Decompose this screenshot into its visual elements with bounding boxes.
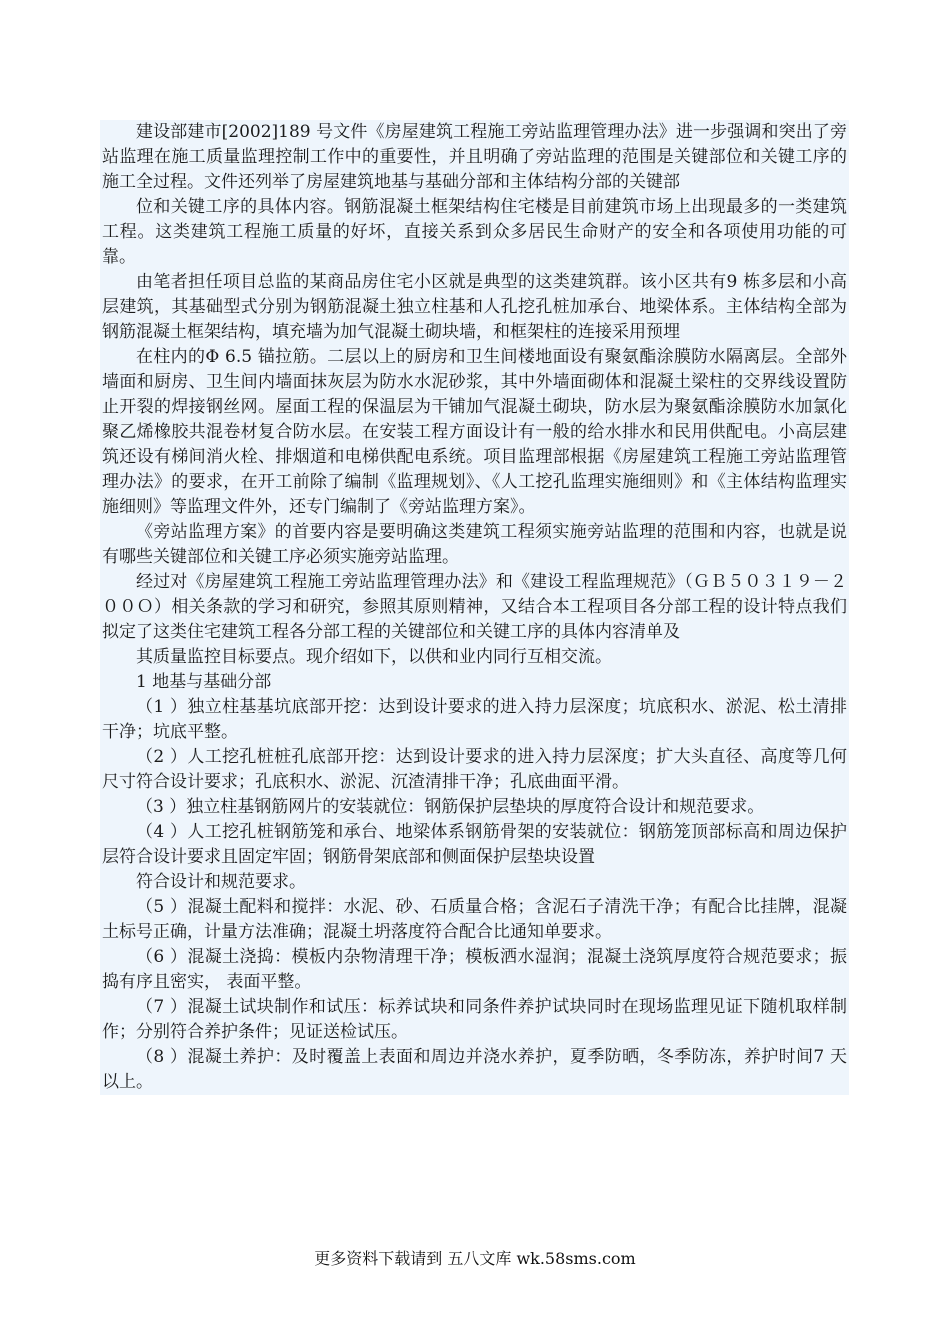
section-heading: 1 地基与基础分部: [136, 672, 272, 692]
list-item: （7 ）混凝土试块制作和试压：标养试块和同条件养护试块同时在现场监理见证下随机取样制作；分别符合养护条件；见证送检试压。: [102, 997, 847, 1042]
paragraph: 由笔者担任项目总监的某商品房住宅小区就是典型的这类建筑群。该小区共有9 栋多层和小高层建筑，其基础型式分别为钢筋混凝土独立柱基和人孔挖孔桩加承台、地梁体系。主体结构全部为钢筋混凝土框架结构，填充墙为加气混凝土砌块墙，和框架柱的连接采用预埋: [102, 272, 847, 342]
paragraph: 建设部建市[2002]189 号文件《房屋建筑工程施工旁站监理管理办法》进一步强调和突出了旁站监理在施工质量监理控制工作中的重要性，并且明确了旁站监理的范围是关键部位和关键工序的施工全过程。文件还列举了房屋建筑地基与基础分部和主体结构分部的关键部: [102, 122, 847, 192]
list-item: （3 ）独立柱基钢筋网片的安装就位：钢筋保护层垫块的厚度符合设计和规范要求。: [136, 797, 765, 817]
list-item: （4 ）人工挖孔桩钢筋笼和承台、地梁体系钢筋骨架的安装就位：钢筋笼顶部标高和周边保护层符合设计要求且固定牢固；钢筋骨架底部和侧面保护层垫块设置: [102, 822, 847, 867]
paragraph: 经过对《房屋建筑工程施工旁站监理管理办法》和《建设工程监理规范》（ＧＢ５０３１９－２００Ｏ）相关条款的学习和研究，参照其原则精神，又结合本工程项目各分部工程的设计特点我们拟定了这类住宅建筑工程各分部工程的关键部位和关键工序的具体内容清单及: [102, 572, 847, 642]
paragraph: 在柱内的Φ 6.5 锚拉筋。二层以上的厨房和卫生间楼地面设有聚氨酯涂膜防水隔离层。全部外墙面和厨房、卫生间内墙面抹灰层为防水水泥砂浆，其中外墙面砌体和混凝土梁柱的交界线设置防止开裂的焊接钢丝网。屋面工程的保温层为干铺加气混凝土砌块，防水层为聚氨酯涂膜防水加氯化聚乙烯橡胶共混卷材复合防水层。在安装工程方面设计有一般的给水排水和民用供配电。小高层建筑还设有梯间消火栓、排烟道和电梯供配电系统。项目监理部根据《房屋建筑工程施工旁站监理管理办法》的要求，在开工前除了编制《监理规划》、《人工挖孔监理实施细则》和《主体结构监理实施细则》等监理文件外，还专门编制了《旁站监理方案》。: [102, 347, 847, 517]
paragraph: 位和关键工序的具体内容。钢筋混凝土框架结构住宅楼是目前建筑市场上出现最多的一类建筑工程。这类建筑工程施工质量的好坏，直接关系到众多居民生命财产的安全和各项使用功能的可靠。: [102, 197, 847, 267]
document-body: [100, 120, 849, 1095]
paragraph: 其质量监控目标要点。现介绍如下，以供和业内同行互相交流。: [136, 647, 612, 667]
paragraph: 符合设计和规范要求。: [136, 872, 306, 892]
list-item: （1 ）独立柱基基坑底部开挖：达到设计要求的进入持力层深度；坑底积水、淤泥、松土清排干净；坑底平整。: [102, 697, 847, 742]
paragraph: 《旁站监理方案》的首要内容是要明确这类建筑工程须实施旁站监理的范围和内容，也就是说有哪些关键部位和关键工序必须实施旁站监理。: [102, 522, 847, 567]
list-item: （8 ）混凝土养护：及时覆盖上表面和周边并浇水养护，夏季防晒，冬季防冻，养护时间7 天以上。: [102, 1047, 847, 1092]
list-item: （5 ）混凝土配料和搅拌：水泥、砂、石质量合格；含泥石子清洗干净；有配合比挂牌，混凝土标号正确，计量方法准确；混凝土坍落度符合配合比通知单要求。: [102, 897, 847, 942]
footer-link-text: 更多资料下载请到 五八文库 wk.58sms.com: [314, 1249, 636, 1268]
list-item: （2 ）人工挖孔桩桩孔底部开挖：达到设计要求的进入持力层深度；扩大头直径、高度等几何尺寸符合设计要求；孔底积水、淤泥、沉渣清排干净；孔底曲面平滑。: [102, 747, 847, 792]
list-item: （6 ）混凝土浇捣：模板内杂物清理干净；模板洒水湿润；混凝土浇筑厚度符合规范要求；振捣有序且密实， 表面平整。: [102, 947, 847, 992]
